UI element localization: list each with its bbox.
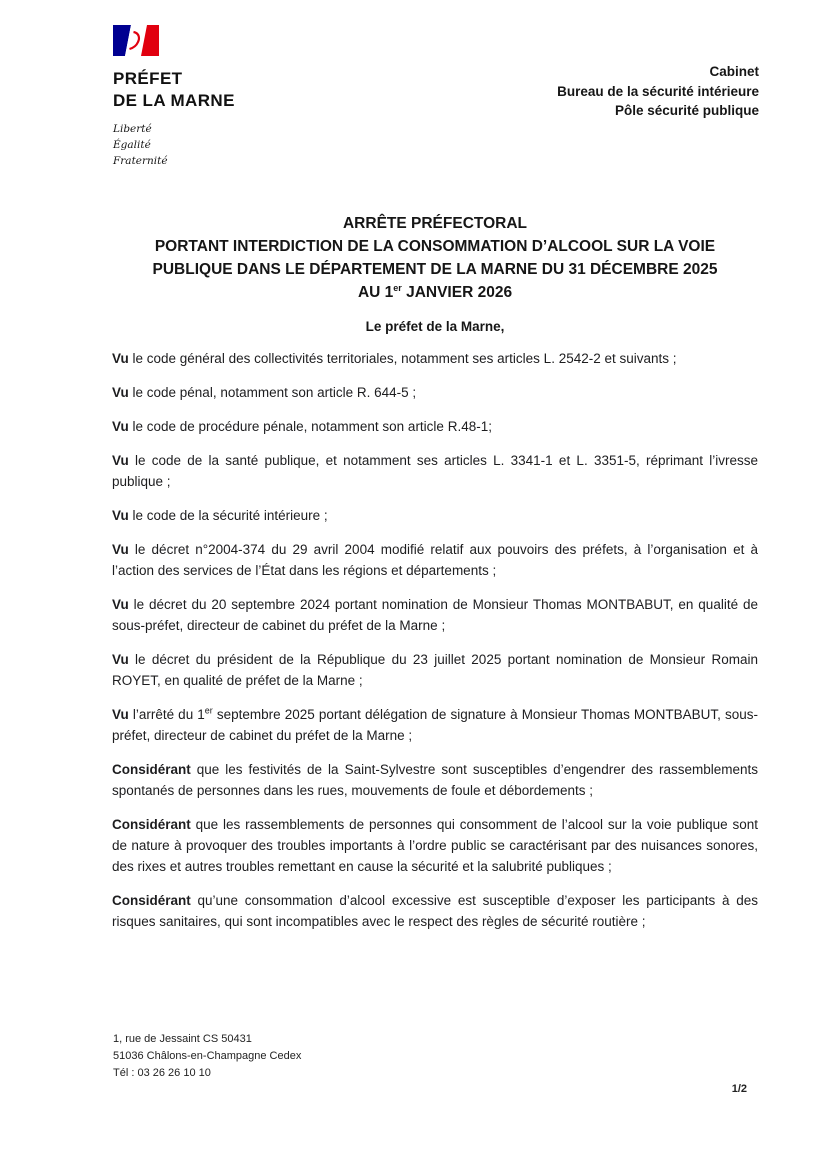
prefecture-logo	[113, 25, 235, 169]
paragraph: Vu le code de la santé publique, et notamment ses articles L. 3341-1 et L. 3351-5, réprimant l’ivresse publique ;	[112, 453, 758, 489]
service-block	[557, 62, 759, 121]
paragraph: Considérant que les festivités de la Saint-Sylvestre sont susceptibles d’engendrer des rassemblements spontanés de personnes dans les rues, mouvements de foule et débordements ;	[112, 762, 758, 798]
paragraph: Vu le décret n°2004-374 du 29 avril 2004 modifié relatif aux pouvoirs des préfets, à l’organisation et à l’action des services de l’État dans les régions et départements ;	[112, 542, 758, 578]
motto-egalite: Égalité	[113, 139, 151, 151]
paragraph: Vu le code de la sécurité intérieure ;	[112, 508, 328, 523]
document-subtitle: Le préfet de la Marne,	[365, 319, 505, 334]
motto-liberte: Liberté	[113, 123, 152, 135]
service-cabinet: Cabinet	[709, 64, 759, 79]
document-title-line: AU 1er JANVIER 2026	[357, 282, 513, 301]
document-title	[112, 212, 758, 304]
logo-motto	[113, 121, 235, 169]
logo-title-line2: DE LA MARNE	[113, 91, 235, 110]
document-title-line: PUBLIQUE DANS LE DÉPARTEMENT DE LA MARNE DU 31 DÉCEMBRE 2025	[152, 261, 718, 278]
service-pole: Pôle sécurité publique	[614, 103, 759, 118]
french-tricolor-marianne-icon	[113, 25, 159, 56]
paragraph: Vu le code général des collectivités territoriales, notamment ses articles L. 2542-2 et suivants ;	[112, 351, 677, 366]
logo-title-line1: PRÉFET	[113, 69, 183, 88]
page-number: 1/2	[731, 1083, 747, 1095]
footer-address	[113, 1031, 301, 1082]
paragraph: Considérant que les rassemblements de personnes qui consomment de l’alcool sur la voie publique sont de nature à provoquer des troubles importants à l’ordre public se caractérisant par des nuisances sonores, des rixes et autres troubles remettant en cause la sécurité et la salubrité publiques ;	[112, 817, 758, 874]
logo-title	[113, 68, 235, 112]
paragraph: Vu l’arrêté du 1er septembre 2025 portant délégation de signature à Monsieur Thomas MONTBABUT, sous-préfet, directeur de cabinet du préfet de la Marne ;	[112, 705, 759, 743]
document-body	[112, 212, 758, 932]
paragraph: Vu le code de procédure pénale, notamment son article R.48-1;	[112, 419, 492, 434]
paragraph: Vu le décret du 20 septembre 2024 portant nomination de Monsieur Thomas MONTBABUT, en qualité de sous-préfet, directeur de cabinet du préfet de la Marne ;	[112, 597, 758, 633]
paragraph: Vu le décret du président de la République du 23 juillet 2025 portant nomination de Monsieur Romain ROYET, en qualité de préfet de la Marne ;	[112, 652, 758, 688]
motto-fraternite: Fraternité	[113, 155, 168, 167]
footer-address-line1: 1, rue de Jessaint CS 50431	[113, 1033, 252, 1045]
service-bureau: Bureau de la sécurité intérieure	[557, 83, 759, 99]
footer-phone: Tél : 03 26 26 10 10	[113, 1067, 211, 1079]
document-title-line: ARRÊTE PRÉFECTORAL	[342, 215, 527, 232]
document-title-line: PORTANT INTERDICTION DE LA CONSOMMATION D’ALCOOL SUR LA VOIE	[154, 238, 716, 255]
footer-address-line2: 51036 Châlons-en-Champagne Cedex	[113, 1050, 302, 1062]
paragraphs	[112, 348, 758, 932]
paragraph: Vu le code pénal, notamment son article R. 644-5 ;	[112, 385, 417, 400]
paragraph: Considérant qu’une consommation d’alcool excessive est susceptible d’exposer les participants à des risques sanitaires, qui sont incompatibles avec le respect des règles de sécurité routière ;	[112, 893, 758, 929]
